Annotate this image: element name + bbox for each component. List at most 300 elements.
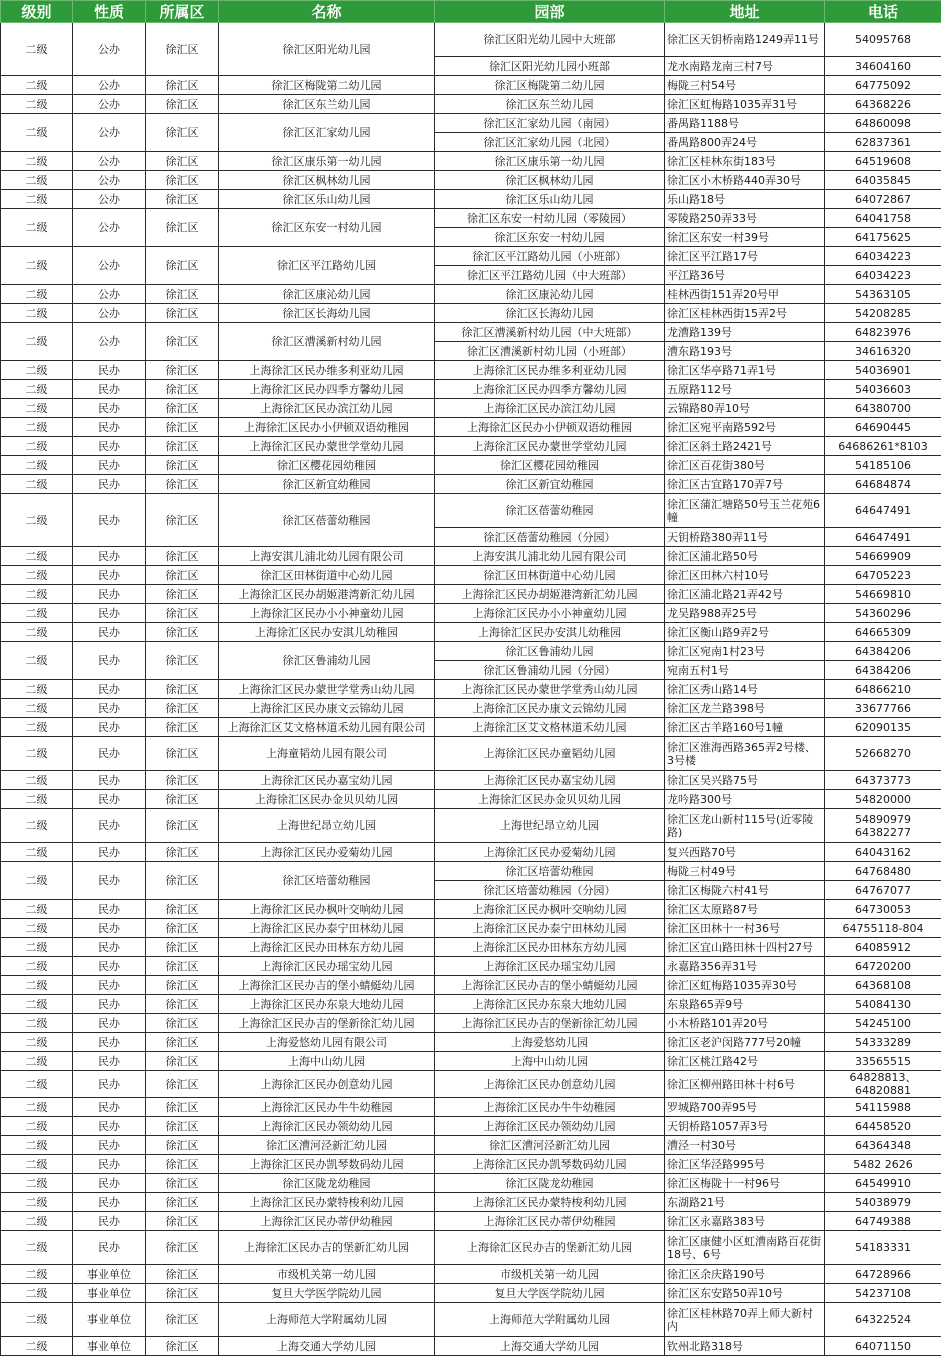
branch-cell: 上海徐汇区民办蒙特梭利幼儿园 — [435, 1193, 665, 1212]
table-row — [1, 1033, 941, 1052]
branch-cell: 上海爱悠幼儿园 — [435, 1033, 665, 1052]
table-row — [1, 418, 941, 437]
table-row — [1, 642, 941, 661]
phone-cell: 33565515 — [825, 1052, 941, 1071]
level-cell: 二级 — [1, 585, 73, 604]
level-cell: 二级 — [1, 843, 73, 862]
district-cell: 徐汇区 — [146, 1098, 219, 1117]
level-cell: 二级 — [1, 1052, 73, 1071]
name-cell: 上海交通大学幼儿园 — [219, 1337, 435, 1356]
table-row — [1, 380, 941, 399]
nature-cell: 公办 — [73, 304, 146, 323]
nature-cell: 民办 — [73, 1136, 146, 1155]
name-cell: 上海徐汇区民办康文云锦幼儿园 — [219, 699, 435, 718]
table-row — [1, 699, 941, 718]
level-cell: 二级 — [1, 1071, 73, 1098]
address-cell: 徐汇区田林六村10号 — [665, 566, 825, 585]
table-row — [1, 1117, 941, 1136]
level-cell: 二级 — [1, 737, 73, 771]
address-cell: 徐汇区太原路87号 — [665, 900, 825, 919]
level-cell: 二级 — [1, 437, 73, 456]
branch-cell: 上海徐汇区民办吉的堡新汇幼儿园 — [435, 1231, 665, 1265]
district-cell: 徐汇区 — [146, 1155, 219, 1174]
phone-cell: 64368226 — [825, 95, 941, 114]
nature-cell: 民办 — [73, 1117, 146, 1136]
phone-cell: 64380700 — [825, 399, 941, 418]
address-cell: 徐汇区宛南1村23号 — [665, 642, 825, 661]
name-cell: 上海中山幼儿园 — [219, 1052, 435, 1071]
phone-cell: 64085912 — [825, 938, 941, 957]
name-cell: 徐汇区长海幼儿园 — [219, 304, 435, 323]
branch-cell: 徐汇区鲁浦幼儿园（分园） — [435, 661, 665, 680]
branch-cell: 徐汇区乐山幼儿园 — [435, 190, 665, 209]
address-cell: 罗城路700弄95号 — [665, 1098, 825, 1117]
address-cell: 徐汇区浦北路21弄42号 — [665, 585, 825, 604]
level-cell: 二级 — [1, 190, 73, 209]
table-row — [1, 1071, 941, 1098]
phone-cell: 54038979 — [825, 1193, 941, 1212]
level-cell: 二级 — [1, 976, 73, 995]
phone-cell: 64705223 — [825, 566, 941, 585]
district-cell: 徐汇区 — [146, 718, 219, 737]
district-cell: 徐汇区 — [146, 699, 219, 718]
district-cell: 徐汇区 — [146, 1303, 219, 1337]
phone-cell: 54185106 — [825, 456, 941, 475]
branch-cell: 徐汇区平江路幼儿园（小班部） — [435, 247, 665, 266]
name-cell: 徐汇区东安一村幼儿园 — [219, 209, 435, 247]
level-cell: 二级 — [1, 566, 73, 585]
district-cell: 徐汇区 — [146, 418, 219, 437]
name-cell: 上海徐汇区民办枫叶交响幼儿园 — [219, 900, 435, 919]
level-cell: 二级 — [1, 642, 73, 680]
table-row — [1, 361, 941, 380]
name-cell: 上海徐汇区民办创意幼儿园 — [219, 1071, 435, 1098]
district-cell: 徐汇区 — [146, 76, 219, 95]
phone-cell: 64043162 — [825, 843, 941, 862]
branch-cell: 上海徐汇区民办枫叶交响幼儿园 — [435, 900, 665, 919]
header-row — [1, 1, 941, 23]
phone-cell: 54036901 — [825, 361, 941, 380]
address-cell: 徐汇区东安一村39号 — [665, 228, 825, 247]
table-row — [1, 604, 941, 623]
branch-cell: 上海徐汇区民办四季方馨幼儿园 — [435, 380, 665, 399]
phone-cell: 33677766 — [825, 699, 941, 718]
level-cell: 二级 — [1, 1337, 73, 1356]
branch-cell: 上海徐汇区民办童韬幼儿园 — [435, 737, 665, 771]
branch-cell: 徐汇区漕河泾新汇幼儿园 — [435, 1136, 665, 1155]
address-cell: 徐汇区蒲汇塘路50号玉兰花苑6幢 — [665, 494, 825, 528]
table-row — [1, 957, 941, 976]
nature-cell: 民办 — [73, 1193, 146, 1212]
level-cell: 二级 — [1, 1193, 73, 1212]
table-row — [1, 152, 941, 171]
district-cell: 徐汇区 — [146, 361, 219, 380]
level-cell: 二级 — [1, 418, 73, 437]
name-cell: 复旦大学医学院幼儿园 — [219, 1284, 435, 1303]
district-cell: 徐汇区 — [146, 1136, 219, 1155]
phone-cell: 54115988 — [825, 1098, 941, 1117]
level-cell: 二级 — [1, 1117, 73, 1136]
nature-cell: 民办 — [73, 976, 146, 995]
name-cell: 徐汇区陇龙幼稚园 — [219, 1174, 435, 1193]
branch-cell: 上海徐汇区民办蒂伊幼稚园 — [435, 1212, 665, 1231]
level-cell: 二级 — [1, 152, 73, 171]
district-cell: 徐汇区 — [146, 771, 219, 790]
table-row — [1, 1014, 941, 1033]
address-cell: 东泉路65弄9号 — [665, 995, 825, 1014]
address-cell: 徐汇区桂林东街183号 — [665, 152, 825, 171]
district-cell: 徐汇区 — [146, 437, 219, 456]
district-cell: 徐汇区 — [146, 1117, 219, 1136]
level-cell: 二级 — [1, 919, 73, 938]
nature-cell: 民办 — [73, 547, 146, 566]
name-cell: 上海安淇儿浦北幼儿园有限公司 — [219, 547, 435, 566]
nature-cell: 公办 — [73, 76, 146, 95]
phone-cell: 54084130 — [825, 995, 941, 1014]
nature-cell: 民办 — [73, 699, 146, 718]
phone-cell: 5482 2626 — [825, 1155, 941, 1174]
level-cell: 二级 — [1, 771, 73, 790]
branch-cell: 上海徐汇区民办小小神童幼儿园 — [435, 604, 665, 623]
address-cell: 徐汇区斜土路2421号 — [665, 437, 825, 456]
nature-cell: 民办 — [73, 623, 146, 642]
level-cell: 二级 — [1, 323, 73, 361]
nature-cell: 民办 — [73, 475, 146, 494]
phone-cell: 54669909 — [825, 547, 941, 566]
level-cell: 二级 — [1, 1174, 73, 1193]
phone-cell: 54208285 — [825, 304, 941, 323]
branch-cell: 徐汇区汇家幼儿园（南园） — [435, 114, 665, 133]
level-cell: 二级 — [1, 1212, 73, 1231]
address-cell: 徐汇区龙兰路398号 — [665, 699, 825, 718]
branch-cell: 徐汇区漕溪新村幼儿园（中大班部） — [435, 323, 665, 342]
table-row — [1, 304, 941, 323]
address-cell: 龙吴路988弄25号 — [665, 604, 825, 623]
phone-cell: 54669810 — [825, 585, 941, 604]
phone-cell: 62837361 — [825, 133, 941, 152]
district-cell: 徐汇区 — [146, 642, 219, 680]
table-row — [1, 95, 941, 114]
table-row — [1, 190, 941, 209]
district-cell: 徐汇区 — [146, 938, 219, 957]
name-cell: 徐汇区梅陇第二幼儿园 — [219, 76, 435, 95]
phone-cell: 64072867 — [825, 190, 941, 209]
branch-cell: 上海徐汇区民办凯琴数码幼儿园 — [435, 1155, 665, 1174]
branch-cell: 徐汇区梅陇第二幼儿园 — [435, 76, 665, 95]
nature-cell: 公办 — [73, 190, 146, 209]
phone-cell: 64823976 — [825, 323, 941, 342]
address-cell: 徐汇区东安路50弄10号 — [665, 1284, 825, 1303]
phone-cell: 64755118-804 — [825, 919, 941, 938]
name-cell: 徐汇区乐山幼儿园 — [219, 190, 435, 209]
branch-cell: 徐汇区东兰幼儿园 — [435, 95, 665, 114]
name-cell: 上海徐汇区民办蒙世学堂秀山幼儿园 — [219, 680, 435, 699]
branch-cell: 上海徐汇区民办吉的堡小蜻蜓幼儿园 — [435, 976, 665, 995]
address-cell: 徐汇区桂林路70弄上师大新村内 — [665, 1303, 825, 1337]
name-cell: 上海徐汇区民办泰宁田林幼儿园 — [219, 919, 435, 938]
phone-cell: 64647491 — [825, 494, 941, 528]
district-cell: 徐汇区 — [146, 919, 219, 938]
branch-cell: 上海徐汇区民办金贝贝幼儿园 — [435, 790, 665, 809]
header-phone: 电话 — [825, 1, 941, 23]
branch-cell: 徐汇区平江路幼儿园（中大班部） — [435, 266, 665, 285]
phone-cell: 64519608 — [825, 152, 941, 171]
address-cell: 徐汇区平江路17号 — [665, 247, 825, 266]
name-cell: 上海徐汇区民办胡姬港湾新汇幼儿园 — [219, 585, 435, 604]
address-cell: 梅陇三村49号 — [665, 862, 825, 881]
address-cell: 徐汇区百花街380号 — [665, 456, 825, 475]
table-row — [1, 1303, 941, 1337]
address-cell: 徐汇区梅陇十一村96号 — [665, 1174, 825, 1193]
phone-cell: 54360296 — [825, 604, 941, 623]
name-cell: 徐汇区漕河泾新汇幼儿园 — [219, 1136, 435, 1155]
name-cell: 徐汇区鲁浦幼儿园 — [219, 642, 435, 680]
district-cell: 徐汇区 — [146, 547, 219, 566]
name-cell: 徐汇区阳光幼儿园 — [219, 23, 435, 76]
phone-cell: 64690445 — [825, 418, 941, 437]
address-cell: 番禺路1188号 — [665, 114, 825, 133]
level-cell: 二级 — [1, 1303, 73, 1337]
address-cell: 小木桥路101弄20号 — [665, 1014, 825, 1033]
name-cell: 上海童韬幼儿园有限公司 — [219, 737, 435, 771]
header-nature: 性质 — [73, 1, 146, 23]
branch-cell: 上海徐汇区民办瑶宝幼儿园 — [435, 957, 665, 976]
nature-cell: 民办 — [73, 938, 146, 957]
header-level: 级别 — [1, 1, 73, 23]
branch-cell: 上海徐汇区民办爱菊幼儿园 — [435, 843, 665, 862]
district-cell: 徐汇区 — [146, 456, 219, 475]
level-cell: 二级 — [1, 399, 73, 418]
district-cell: 徐汇区 — [146, 114, 219, 152]
branch-cell: 徐汇区漕溪新村幼儿园（小班部） — [435, 342, 665, 361]
header-address: 地址 — [665, 1, 825, 23]
level-cell: 二级 — [1, 1231, 73, 1265]
district-cell: 徐汇区 — [146, 1052, 219, 1071]
nature-cell: 公办 — [73, 114, 146, 152]
district-cell: 徐汇区 — [146, 566, 219, 585]
level-cell: 二级 — [1, 957, 73, 976]
nature-cell: 民办 — [73, 1071, 146, 1098]
level-cell: 二级 — [1, 1014, 73, 1033]
name-cell: 徐汇区枫林幼儿园 — [219, 171, 435, 190]
phone-cell: 34604160 — [825, 57, 941, 76]
table-row — [1, 114, 941, 133]
level-cell: 二级 — [1, 862, 73, 900]
address-cell: 徐汇区古羊路160号1幢 — [665, 718, 825, 737]
branch-cell: 上海徐汇区民办吉的堡新徐汇幼儿园 — [435, 1014, 665, 1033]
nature-cell: 民办 — [73, 790, 146, 809]
phone-cell: 64549910 — [825, 1174, 941, 1193]
nature-cell: 事业单位 — [73, 1303, 146, 1337]
phone-cell: 64728966 — [825, 1265, 941, 1284]
district-cell: 徐汇区 — [146, 1231, 219, 1265]
name-cell: 上海徐汇区民办爱菊幼儿园 — [219, 843, 435, 862]
address-cell: 徐汇区桂林西街15弄2号 — [665, 304, 825, 323]
phone-cell: 64767077 — [825, 881, 941, 900]
name-cell: 上海徐汇区民办蒂伊幼稚园 — [219, 1212, 435, 1231]
table-row — [1, 1193, 941, 1212]
level-cell: 二级 — [1, 1155, 73, 1174]
name-cell: 徐汇区田林街道中心幼儿园 — [219, 566, 435, 585]
branch-cell: 市级机关第一幼儿园 — [435, 1265, 665, 1284]
address-cell: 徐汇区田林十一村36号 — [665, 919, 825, 938]
nature-cell: 民办 — [73, 1212, 146, 1231]
nature-cell: 民办 — [73, 1052, 146, 1071]
table-row — [1, 623, 941, 642]
district-cell: 徐汇区 — [146, 1014, 219, 1033]
nature-cell: 民办 — [73, 361, 146, 380]
phone-cell: 64364348 — [825, 1136, 941, 1155]
nature-cell: 民办 — [73, 1174, 146, 1193]
table-row — [1, 209, 941, 228]
table-row — [1, 737, 941, 771]
branch-cell: 上海徐汇区民办胡姬港湾新汇幼儿园 — [435, 585, 665, 604]
phone-cell: 54245100 — [825, 1014, 941, 1033]
phone-cell: 64730053 — [825, 900, 941, 919]
header-name: 名称 — [219, 1, 435, 23]
level-cell: 二级 — [1, 604, 73, 623]
nature-cell: 民办 — [73, 995, 146, 1014]
table-row — [1, 1212, 941, 1231]
district-cell: 徐汇区 — [146, 680, 219, 699]
level-cell: 二级 — [1, 475, 73, 494]
table-row — [1, 247, 941, 266]
level-cell: 二级 — [1, 995, 73, 1014]
name-cell: 徐汇区新宜幼稚园 — [219, 475, 435, 494]
address-cell: 龙漕路139号 — [665, 323, 825, 342]
nature-cell: 民办 — [73, 418, 146, 437]
branch-cell: 上海徐汇区民办领幼幼儿园 — [435, 1117, 665, 1136]
branch-cell: 上海徐汇区民办维多利亚幼儿园 — [435, 361, 665, 380]
name-cell: 上海徐汇区民办小小神童幼儿园 — [219, 604, 435, 623]
level-cell: 二级 — [1, 938, 73, 957]
branch-cell: 徐汇区蓓蕾幼稚园 — [435, 494, 665, 528]
name-cell: 上海爱悠幼儿园有限公司 — [219, 1033, 435, 1052]
nature-cell: 民办 — [73, 1098, 146, 1117]
district-cell: 徐汇区 — [146, 494, 219, 547]
level-cell: 二级 — [1, 699, 73, 718]
table-row — [1, 680, 941, 699]
nature-cell: 民办 — [73, 862, 146, 900]
address-cell: 徐汇区柳州路田林十村6号 — [665, 1071, 825, 1098]
name-cell: 上海徐汇区民办领幼幼儿园 — [219, 1117, 435, 1136]
branch-cell: 上海中山幼儿园 — [435, 1052, 665, 1071]
phone-cell: 64684874 — [825, 475, 941, 494]
address-cell: 徐汇区虹梅路1035弄31号 — [665, 95, 825, 114]
district-cell: 徐汇区 — [146, 900, 219, 919]
branch-cell: 徐汇区长海幼儿园 — [435, 304, 665, 323]
phone-cell: 62090135 — [825, 718, 941, 737]
branch-cell: 徐汇区枫林幼儿园 — [435, 171, 665, 190]
address-cell: 徐汇区老沪闵路777号20幢 — [665, 1033, 825, 1052]
table-row — [1, 437, 941, 456]
address-cell: 漕泾一村30号 — [665, 1136, 825, 1155]
name-cell: 徐汇区蓓蕾幼稚园 — [219, 494, 435, 547]
name-cell: 上海徐汇区民办安淇儿幼稚园 — [219, 623, 435, 642]
phone-cell: 54036603 — [825, 380, 941, 399]
phone-cell: 64368108 — [825, 976, 941, 995]
nature-cell: 民办 — [73, 456, 146, 475]
district-cell: 徐汇区 — [146, 809, 219, 843]
branch-cell: 徐汇区康乐第一幼儿园 — [435, 152, 665, 171]
name-cell: 市级机关第一幼儿园 — [219, 1265, 435, 1284]
level-cell: 二级 — [1, 1136, 73, 1155]
name-cell: 上海徐汇区民办四季方馨幼儿园 — [219, 380, 435, 399]
nature-cell: 事业单位 — [73, 1337, 146, 1356]
branch-cell: 徐汇区阳光幼儿园小班部 — [435, 57, 665, 76]
nature-cell: 公办 — [73, 323, 146, 361]
address-cell: 徐汇区康健小区虹漕南路百花街18号、6号 — [665, 1231, 825, 1265]
table-row — [1, 1231, 941, 1265]
nature-cell: 民办 — [73, 1155, 146, 1174]
district-cell: 徐汇区 — [146, 737, 219, 771]
level-cell: 二级 — [1, 1284, 73, 1303]
branch-cell: 徐汇区东安一村幼儿园（零陵园） — [435, 209, 665, 228]
nature-cell: 民办 — [73, 771, 146, 790]
address-cell: 徐汇区桃江路42号 — [665, 1052, 825, 1071]
phone-cell: 64034223 — [825, 247, 941, 266]
nature-cell: 民办 — [73, 399, 146, 418]
table-row — [1, 1265, 941, 1284]
level-cell: 二级 — [1, 790, 73, 809]
level-cell: 二级 — [1, 1265, 73, 1284]
name-cell: 徐汇区漕溪新村幼儿园 — [219, 323, 435, 361]
address-cell: 徐汇区小木桥路440弄30号 — [665, 171, 825, 190]
district-cell: 徐汇区 — [146, 604, 219, 623]
table-row — [1, 1174, 941, 1193]
branch-cell: 复旦大学医学院幼儿园 — [435, 1284, 665, 1303]
address-cell: 徐汇区永嘉路383号 — [665, 1212, 825, 1231]
level-cell: 二级 — [1, 247, 73, 285]
address-cell: 云锦路80弄10号 — [665, 399, 825, 418]
name-cell: 徐汇区康沁幼儿园 — [219, 285, 435, 304]
phone-cell: 64860098 — [825, 114, 941, 133]
table-row — [1, 919, 941, 938]
nature-cell: 民办 — [73, 718, 146, 737]
phone-cell: 64749388 — [825, 1212, 941, 1231]
level-cell: 二级 — [1, 95, 73, 114]
address-cell: 徐汇区淮海西路365弄2号楼、3号楼 — [665, 737, 825, 771]
table-row — [1, 1155, 941, 1174]
district-cell: 徐汇区 — [146, 209, 219, 247]
district-cell: 徐汇区 — [146, 1033, 219, 1052]
nature-cell: 公办 — [73, 95, 146, 114]
nature-cell: 民办 — [73, 900, 146, 919]
phone-cell: 54333289 — [825, 1033, 941, 1052]
address-cell: 钦州北路318号 — [665, 1337, 825, 1356]
name-cell: 上海世纪昂立幼儿园 — [219, 809, 435, 843]
nature-cell: 公办 — [73, 209, 146, 247]
district-cell: 徐汇区 — [146, 1071, 219, 1098]
name-cell: 上海徐汇区民办瑶宝幼儿园 — [219, 957, 435, 976]
branch-cell: 徐汇区鲁浦幼儿园 — [435, 642, 665, 661]
table-row — [1, 494, 941, 528]
nature-cell: 民办 — [73, 737, 146, 771]
branch-cell: 上海安淇儿浦北幼儿园有限公司 — [435, 547, 665, 566]
phone-cell: 52668270 — [825, 737, 941, 771]
level-cell: 二级 — [1, 547, 73, 566]
table-row — [1, 585, 941, 604]
address-cell: 龙吟路300号 — [665, 790, 825, 809]
address-cell: 平江路36号 — [665, 266, 825, 285]
address-cell: 天钥桥路380弄11号 — [665, 528, 825, 547]
phone-cell: 64071150 — [825, 1337, 941, 1356]
name-cell: 徐汇区东兰幼儿园 — [219, 95, 435, 114]
address-cell: 徐汇区衡山路9弄2号 — [665, 623, 825, 642]
district-cell: 徐汇区 — [146, 323, 219, 361]
district-cell: 徐汇区 — [146, 285, 219, 304]
district-cell: 徐汇区 — [146, 475, 219, 494]
